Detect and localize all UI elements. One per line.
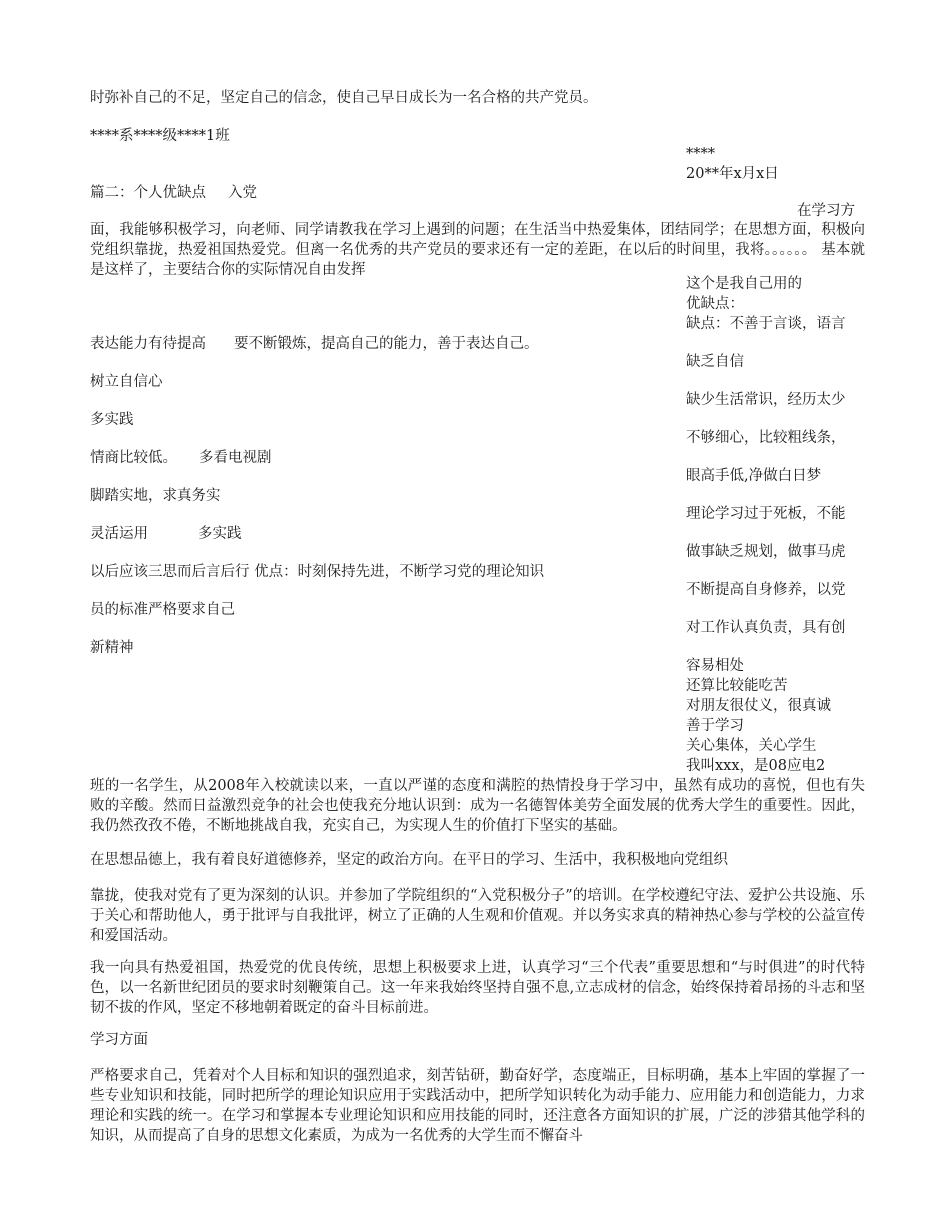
side-note: 缺乏自信 bbox=[686, 354, 744, 370]
weakness-text: 情商比较低。 bbox=[90, 450, 177, 466]
section-label: 学习方面 bbox=[90, 1032, 148, 1048]
text-line: 以后应该三思而后言后行 优点：时刻保持先进，不断学习党的理论知识 bbox=[90, 564, 545, 580]
side-note: 容易相处 bbox=[686, 658, 744, 674]
side-note: 做事缺乏规划，做事马虎 bbox=[686, 544, 846, 560]
text-fragment: 在学习方 bbox=[797, 203, 855, 219]
side-note: 我叫xxx，是08应电2 bbox=[686, 758, 826, 774]
section-title: 篇二：个人优缺点 bbox=[90, 185, 206, 201]
side-note: 理论学习过于死板，不能 bbox=[686, 506, 846, 522]
side-note: 善于学习 bbox=[686, 718, 744, 734]
side-note: 还算比较能吃苦 bbox=[686, 678, 788, 694]
improvement-text: 多看电视剧 bbox=[199, 450, 272, 466]
side-note: 对工作认真负责，具有创 bbox=[686, 620, 846, 636]
weakness-text: 表达能力有待提高 bbox=[90, 336, 206, 352]
text-line: 时弥补自己的不足，坚定自己的信念，使自己早日成长为一名合格的共产党员。 bbox=[90, 90, 598, 106]
text-line bbox=[90, 524, 242, 544]
side-note: 对朋友很仗义，很真诚 bbox=[686, 698, 831, 714]
paragraph: 在思想品德上，我有着良好道德修养，坚定的政治方向。在平日的学习、生活中，我积极地向党组织 bbox=[90, 852, 728, 868]
side-note: 缺点：不善于言谈，语言 bbox=[686, 316, 846, 332]
text-line: 员的标准严格要求自己 bbox=[90, 602, 235, 618]
text-line bbox=[90, 448, 272, 468]
paragraph: 面，我能够积极学习，向老师、同学请教我在学习上遇到的问题；在生活当中热爱集体，团结同学；在思想方面，积极向党组织靠拢，热爱祖国热爱党。但离一名优秀的共产党员的要求还有一定的差距，在以后的时间里，我将。。。。。。 基本就是这样了，主要结合你的实际情况自由发挥 bbox=[90, 222, 865, 278]
text-line bbox=[90, 334, 539, 354]
side-note: 优缺点： bbox=[686, 296, 744, 312]
improvement-text: 多实践 bbox=[198, 526, 242, 542]
section-heading bbox=[90, 183, 257, 203]
paragraph: 严格要求自己，凭着对个人目标和知识的强烈追求，刻苦钻研，勤奋好学，态度端正，目标明确，基本上牢固的掌握了一些专业知识和技能，同时把所学的理论知识应用于实践活动中，把所学知识转化为动手能力、应用能力和创造能力，力求理论和实践的统一。在学习和掌握本专业理论知识和应用技能的同时，还注意各方面知识的扩展，广泛的涉猎其他学科的知识，从而提高了自身的思想文化素质，为成为一名优秀的大学生而不懈奋斗 bbox=[90, 1068, 865, 1144]
text-line: 脚踏实地，求真务实 bbox=[90, 488, 221, 504]
side-note: 这个是我自己用的 bbox=[686, 276, 802, 292]
signature-name: **** bbox=[686, 146, 715, 162]
side-note: 缺少生活常识，经历太少 bbox=[686, 392, 846, 408]
improvement-text: 要不断锻炼，提高自己的能力，善于表达自己。 bbox=[234, 336, 539, 352]
side-note: 不够细心，比较粗线条， bbox=[686, 430, 846, 446]
signature-date: 20**年x月x日 bbox=[686, 166, 779, 182]
paragraph: 我一向具有热爱祖国，热爱党的优良传统，思想上积极要求上进，认真学习“三个代表”重要思想和“与时俱进”的时代特色，以一名新世纪团员的要求时刻鞭策自己。这一年来我始终坚持自强不息,立志成材的信念，始终保持着昂扬的斗志和坚韧不拔的作风，坚定不移地朝着既定的奋斗目标前进。 bbox=[90, 960, 865, 1016]
paragraph: 靠拢，使我对党有了更为深刻的认识。并参加了学院组织的“入党积极分子”的培训。在学校遵纪守法、爱护公共设施、乐于关心和帮助他人，勇于批评与自我批评，树立了正确的人生观和价值观。并以务实求真的精神热心参与学校的公益宣传和爱国活动。 bbox=[90, 888, 865, 944]
side-note: 关心集体，关心学生 bbox=[686, 738, 817, 754]
class-line: ****系****级****1班 bbox=[90, 128, 230, 144]
section-subtitle: 入党 bbox=[228, 185, 257, 201]
weakness-text: 灵活运用 bbox=[90, 526, 148, 542]
text-line: 多实践 bbox=[90, 412, 134, 428]
text-line: 新精神 bbox=[90, 640, 134, 656]
text-line: 树立自信心 bbox=[90, 374, 163, 390]
paragraph: 班的一名学生，从2008年入校就读以来，一直以严谨的态度和满腔的热情投身于学习中，虽然有成功的喜悦，但也有失败的辛酸。然而日益激烈竞争的社会也使我充分地认识到：成为一名德智体美劳全面发展的优秀大学生的重要性。因此，我仍然孜孜不倦，不断地挑战自我，充实自己，为实现人生的价值打下坚实的基础。 bbox=[90, 778, 865, 834]
side-note: 眼高手低,净做白日梦 bbox=[686, 468, 822, 484]
side-note: 不断提高自身修养，以党 bbox=[686, 582, 846, 598]
